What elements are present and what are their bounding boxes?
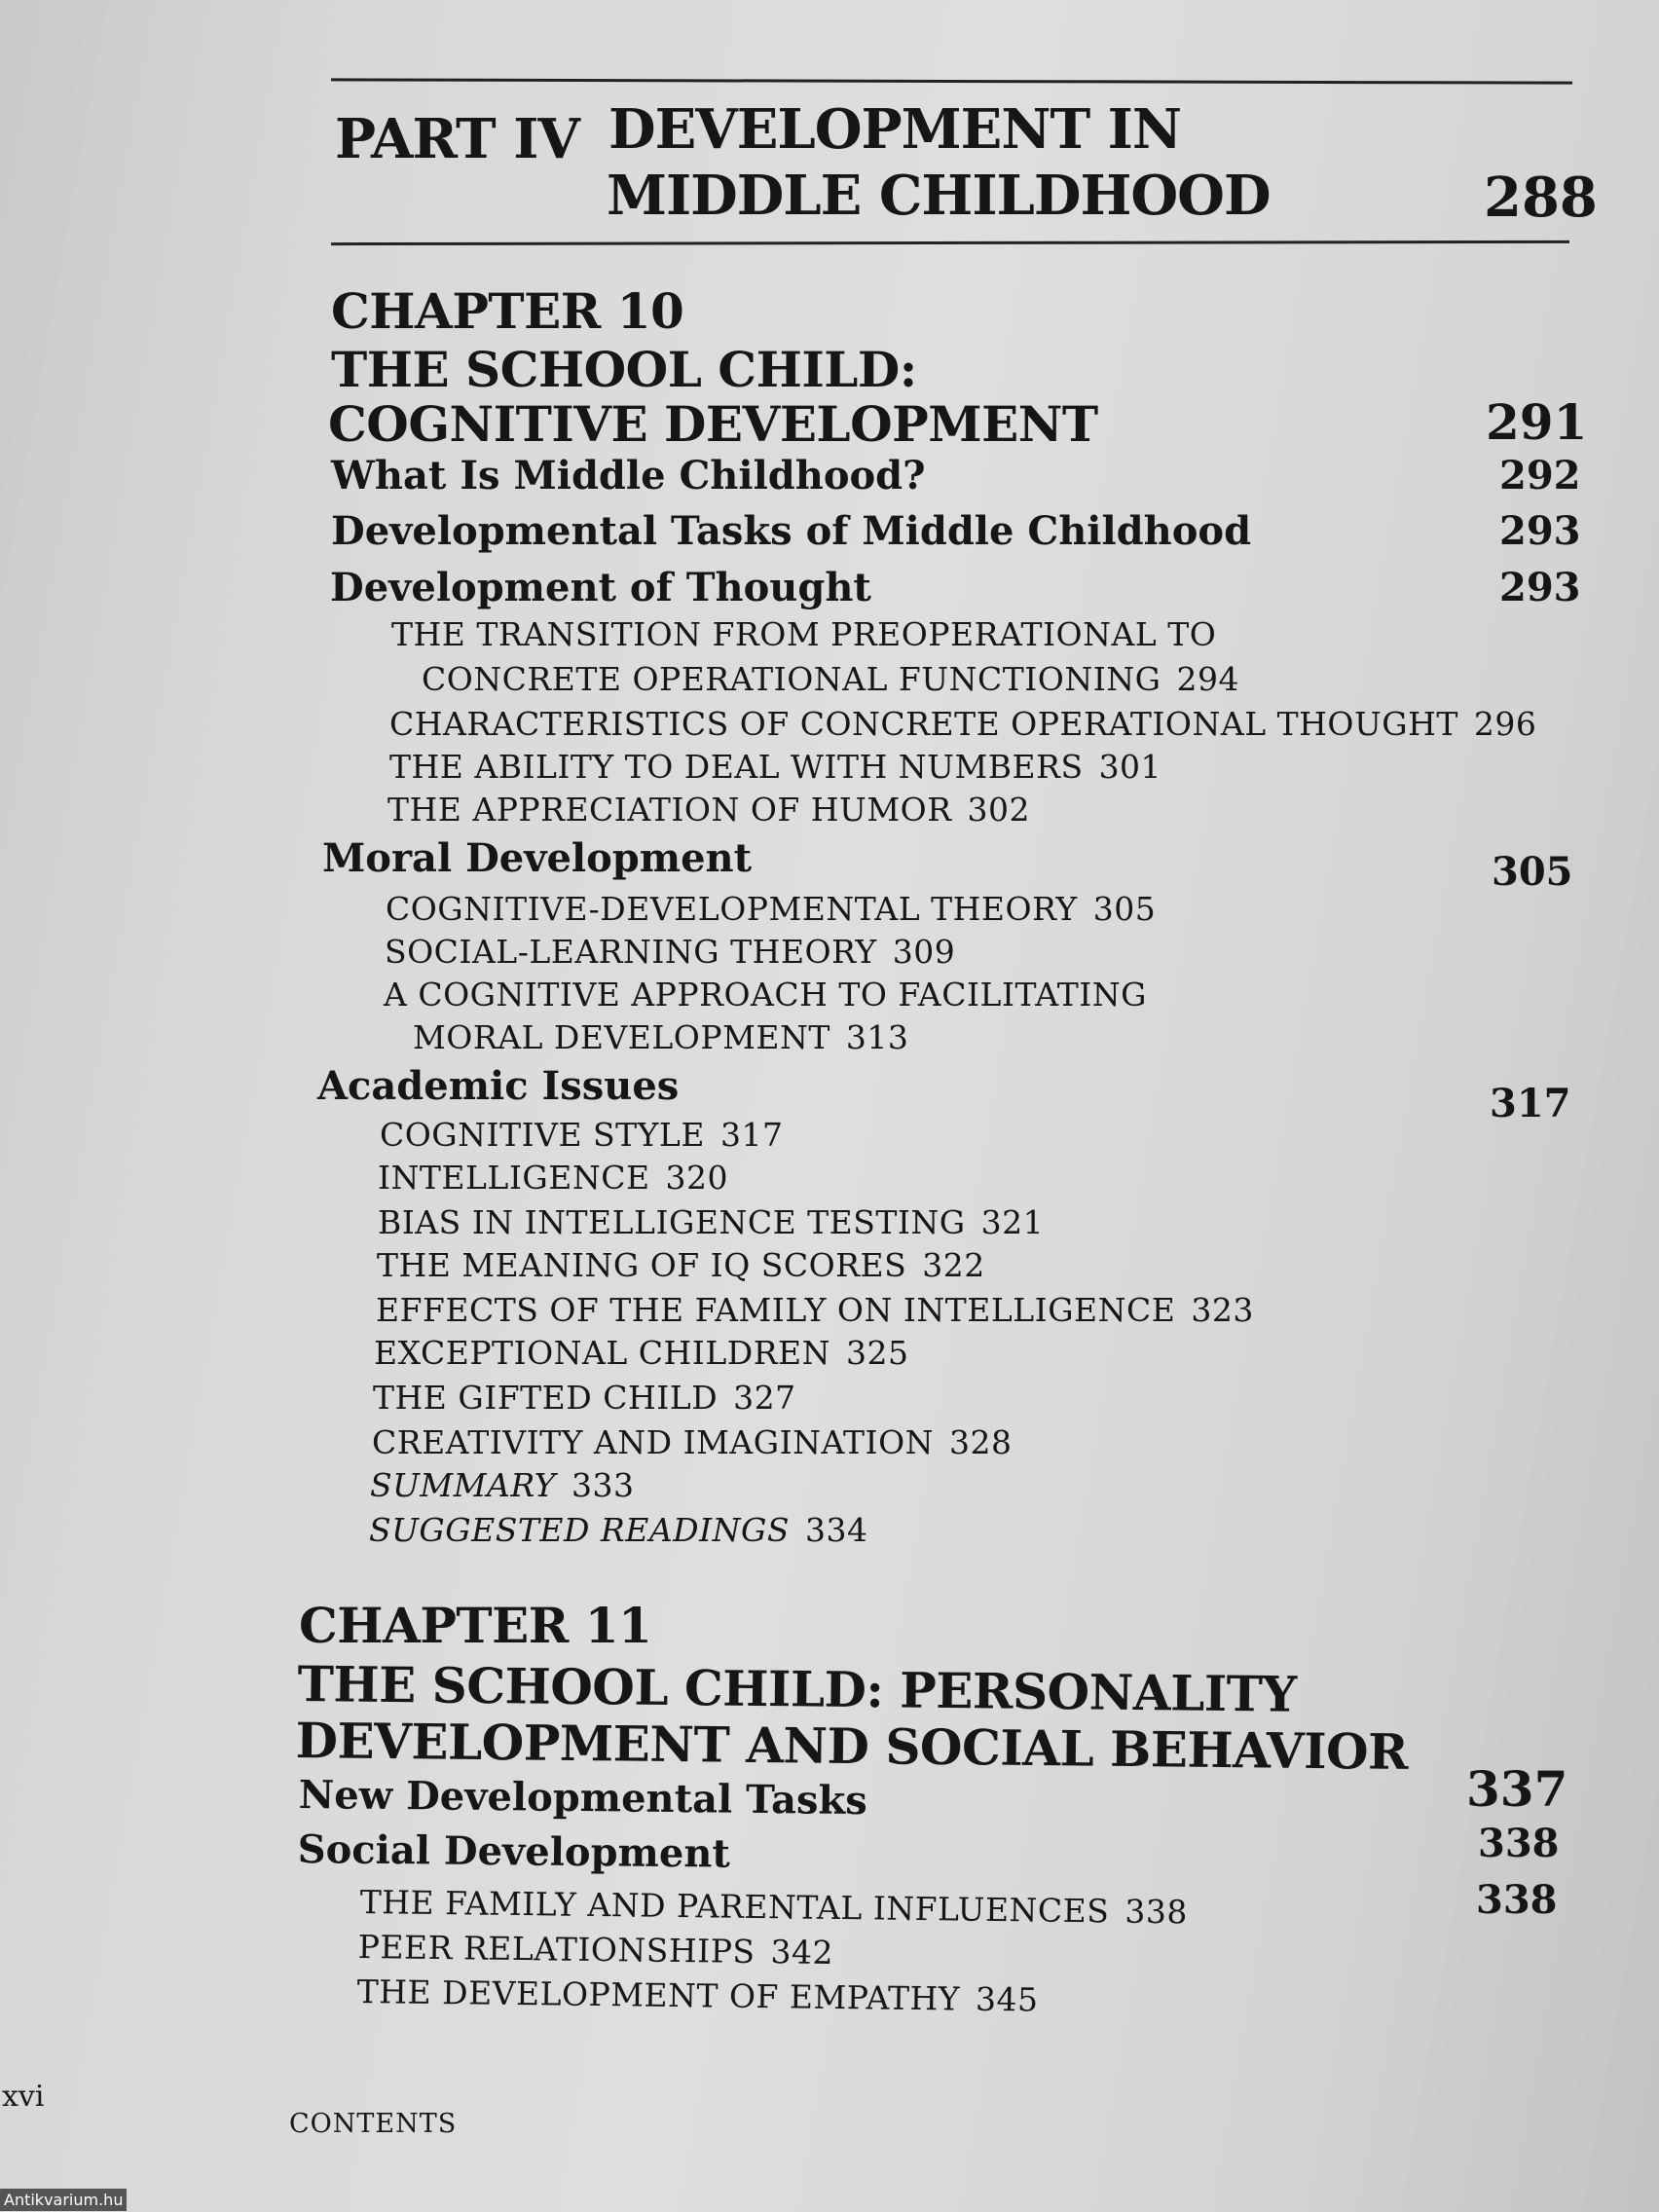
part-title-line1: DEVELOPMENT IN bbox=[608, 97, 1182, 162]
subsection: SOCIAL-LEARNING THEORY 309 bbox=[385, 933, 956, 971]
subsection: BIAS IN INTELLIGENCE TESTING 321 bbox=[378, 1203, 1045, 1241]
subsection: THE MEANING OF IQ SCORES 322 bbox=[377, 1246, 985, 1284]
chapter-10-label: CHAPTER 10 bbox=[331, 282, 684, 340]
chapter-10-title-line2: COGNITIVE DEVELOPMENT bbox=[328, 395, 1098, 453]
section-page: 305 bbox=[1492, 849, 1573, 895]
subsection: MORAL DEVELOPMENT 313 bbox=[413, 1018, 909, 1056]
chapter-11-page: 337 bbox=[1466, 1760, 1568, 1818]
section-title: Developmental Tasks of Middle Childhood bbox=[331, 508, 1252, 554]
section-title: Moral Development bbox=[322, 835, 753, 881]
subsection: EFFECTS OF THE FAMILY ON INTELLIGENCE 323 bbox=[376, 1291, 1254, 1329]
running-head: CONTENTS bbox=[289, 2109, 458, 2139]
section-title: Academic Issues bbox=[317, 1063, 680, 1109]
section-page: 338 bbox=[1478, 1821, 1560, 1866]
part-label: PART IV bbox=[335, 107, 579, 171]
subsection: THE GIFTED CHILD 327 bbox=[373, 1379, 796, 1417]
chapter-11-title-line2: DEVELOPMENT AND SOCIAL BEHAVIOR bbox=[295, 1712, 1409, 1781]
suggested-readings-entry: SUGGESTED READINGS 334 bbox=[369, 1511, 868, 1549]
subsection: COGNITIVE-DEVELOPMENTAL THEORY 305 bbox=[386, 890, 1157, 928]
part-page-number: 288 bbox=[1484, 166, 1598, 230]
section-page: 293 bbox=[1499, 508, 1581, 554]
section-page: 293 bbox=[1499, 565, 1581, 610]
folio: xvi bbox=[2, 2080, 45, 2114]
subsection: THE APPRECIATION OF HUMOR 302 bbox=[387, 791, 1031, 829]
chapter-10-page: 291 bbox=[1486, 393, 1588, 451]
subsection: CHARACTERISTICS OF CONCRETE OPERATIONAL THOUGHT 296 bbox=[389, 705, 1537, 743]
section-page: 317 bbox=[1490, 1081, 1571, 1126]
top-rule bbox=[331, 78, 1572, 84]
section-title: Development of Thought bbox=[330, 565, 871, 610]
section-title: What Is Middle Childhood? bbox=[331, 453, 926, 498]
subsection: EXCEPTIONAL CHILDREN 325 bbox=[374, 1334, 909, 1372]
section-page: 338 bbox=[1476, 1877, 1558, 1923]
summary-entry: SUMMARY 333 bbox=[370, 1466, 635, 1504]
subsection: THE FAMILY AND PARENTAL INFLUENCES 338 bbox=[359, 1883, 1189, 1932]
part-title-line2: MIDDLE CHILDHOOD bbox=[607, 164, 1271, 228]
bottom-rule bbox=[331, 240, 1569, 245]
section-title: New Developmental Tasks bbox=[298, 1772, 867, 1825]
subsection: THE TRANSITION FROM PREOPERATIONAL TO bbox=[391, 615, 1217, 653]
watermark: Antikvarium.hu bbox=[0, 2189, 127, 2211]
subsection: A COGNITIVE APPROACH TO FACILITATING bbox=[384, 976, 1148, 1014]
subsection: COGNITIVE STYLE 317 bbox=[380, 1116, 784, 1154]
subsection: INTELLIGENCE 320 bbox=[378, 1159, 729, 1197]
subsection: PEER RELATIONSHIPS 342 bbox=[357, 1928, 834, 1972]
chapter-11-title-line1: THE SCHOOL CHILD: PERSONALITY bbox=[297, 1655, 1297, 1723]
section-title: Social Development bbox=[297, 1826, 731, 1877]
subsection: CONCRETE OPERATIONAL FUNCTIONING 294 bbox=[422, 660, 1239, 698]
subsection: CREATIVITY AND IMAGINATION 328 bbox=[372, 1423, 1013, 1461]
section-page: 292 bbox=[1499, 453, 1581, 498]
subsection: THE ABILITY TO DEAL WITH NUMBERS 301 bbox=[389, 748, 1162, 786]
chapter-10-title-line1: THE SCHOOL CHILD: bbox=[331, 341, 917, 398]
subsection: THE DEVELOPMENT OF EMPATHY 345 bbox=[356, 1972, 1039, 2019]
chapter-11-label: CHAPTER 11 bbox=[299, 1597, 652, 1654]
